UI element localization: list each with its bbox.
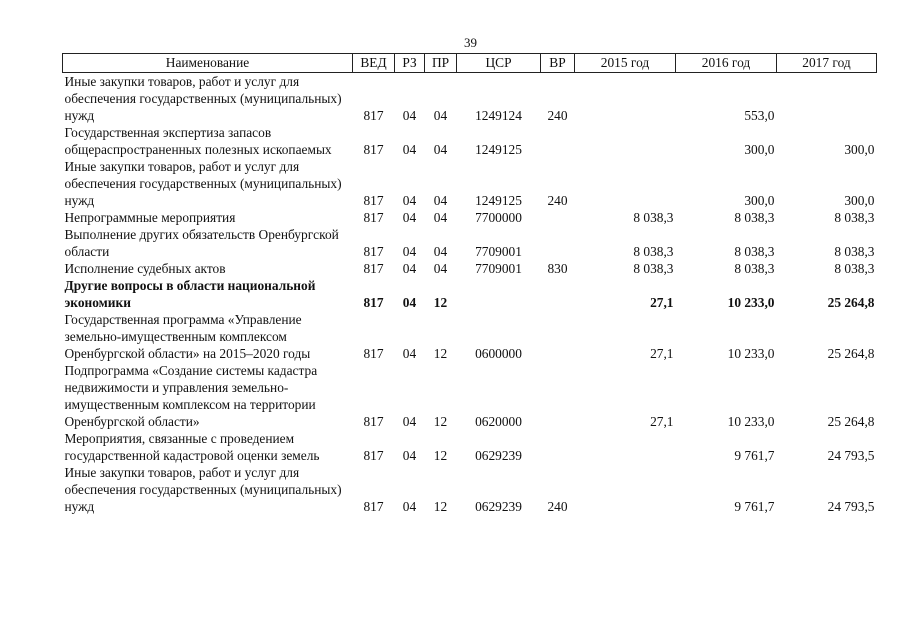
cell-name: Выполнение других обязательств Оренбургской области (64, 227, 339, 259)
header-2016: 2016 год (676, 54, 777, 73)
cell-ved: 817 (363, 193, 384, 208)
table-row (63, 226, 877, 260)
cell-csr: 1249125 (475, 142, 522, 157)
header-rz: РЗ (395, 54, 425, 73)
cell-pr: 04 (433, 193, 448, 208)
table-body (63, 73, 877, 516)
cell-2016: 10 233,0 (727, 414, 775, 429)
cell-2015 (575, 464, 676, 515)
cell-2016: 9 761,7 (734, 448, 775, 463)
cell-rz: 04 (402, 499, 417, 514)
cell-rz: 04 (402, 448, 417, 463)
cell-ved: 817 (363, 261, 384, 276)
cell-2015 (575, 158, 676, 209)
cell-pr: 12 (433, 346, 448, 361)
header-name: Наименование (63, 54, 353, 73)
cell-csr: 1249125 (475, 193, 522, 208)
cell-vr (541, 124, 575, 158)
table-row (63, 158, 877, 209)
cell-csr: 7709001 (475, 261, 522, 276)
cell-2016: 8 038,3 (734, 261, 775, 276)
cell-vr (541, 277, 575, 311)
cell-ved: 817 (363, 142, 384, 157)
cell-pr: 04 (433, 142, 448, 157)
cell-ved: 817 (363, 244, 384, 259)
cell-2017 (777, 73, 877, 125)
cell-name: Подпрограмма «Создание системы кадастра недвижимости и управления земельно-имущественным комплексом на территории Оренбургской области» (64, 363, 318, 429)
header-2017: 2017 год (777, 54, 877, 73)
cell-ved: 817 (363, 346, 384, 361)
cell-vr (541, 226, 575, 260)
table-row (63, 260, 877, 277)
cell-2015: 8 038,3 (633, 261, 674, 276)
page-number: 39 (464, 35, 477, 50)
table-row (63, 124, 877, 158)
cell-rz: 04 (402, 346, 417, 361)
cell-2016: 10 233,0 (727, 295, 775, 310)
table-row (63, 362, 877, 430)
cell-rz: 04 (402, 142, 417, 157)
cell-ved: 817 (363, 108, 384, 123)
cell-vr: 240 (547, 108, 568, 123)
cell-2016: 8 038,3 (734, 210, 775, 225)
cell-rz: 04 (402, 261, 417, 276)
cell-2017: 24 793,5 (827, 499, 875, 514)
cell-pr: 04 (433, 108, 448, 123)
table-row (63, 430, 877, 464)
cell-rz: 04 (402, 210, 417, 225)
cell-name: Иные закупки товаров, работ и услуг для обеспечения государственных (муниципальных) нужд (64, 465, 342, 514)
cell-2015: 27,1 (650, 295, 674, 310)
cell-vr: 240 (547, 499, 568, 514)
cell-name: Государственная экспертиза запасов общераспространенных полезных ископаемых (64, 125, 332, 157)
cell-name: Мероприятия, связанные с проведением государственной кадастровой оценки земель (64, 431, 320, 463)
header-ved: ВЕД (353, 54, 395, 73)
cell-2017: 25 264,8 (827, 295, 875, 310)
cell-ved: 817 (363, 414, 384, 429)
header-pr: ПР (425, 54, 457, 73)
cell-2015 (575, 73, 676, 125)
budget-table (62, 53, 877, 515)
cell-2017: 300,0 (844, 142, 875, 157)
cell-pr: 12 (433, 448, 448, 463)
cell-2015: 27,1 (650, 414, 674, 429)
cell-name: Непрограммные мероприятия (64, 210, 236, 225)
cell-2015: 8 038,3 (633, 210, 674, 225)
cell-csr: 1249124 (475, 108, 522, 123)
cell-name: Государственная программа «Управление земельно-имущественным комплексом Оренбургской области» на 2015–2020 годы (64, 312, 311, 361)
cell-pr: 04 (433, 261, 448, 276)
cell-2015 (575, 430, 676, 464)
cell-2017: 8 038,3 (834, 210, 875, 225)
cell-name: Иные закупки товаров, работ и услуг для обеспечения государственных (муниципальных) нужд (64, 74, 342, 123)
cell-csr (457, 277, 541, 311)
cell-csr: 0600000 (475, 346, 522, 361)
cell-2016: 10 233,0 (727, 346, 775, 361)
cell-rz: 04 (402, 414, 417, 429)
cell-2016: 9 761,7 (734, 499, 775, 514)
header-2015: 2015 год (575, 54, 676, 73)
table-row (63, 73, 877, 125)
cell-ved: 817 (363, 210, 384, 225)
cell-2016: 8 038,3 (734, 244, 775, 259)
cell-name: Исполнение судебных актов (64, 261, 226, 276)
cell-name: Иные закупки товаров, работ и услуг для обеспечения государственных (муниципальных) нужд (64, 159, 342, 208)
cell-csr: 0629239 (475, 448, 522, 463)
cell-ved: 817 (363, 499, 384, 514)
cell-csr: 0620000 (475, 414, 522, 429)
cell-2015: 8 038,3 (633, 244, 674, 259)
table-row (63, 209, 877, 226)
cell-2016: 553,0 (744, 108, 775, 123)
cell-vr (541, 362, 575, 430)
cell-pr: 12 (433, 499, 448, 514)
table-row (63, 464, 877, 515)
cell-2017: 25 264,8 (827, 346, 875, 361)
cell-ved: 817 (363, 448, 384, 463)
table-header-row (63, 54, 877, 73)
cell-pr: 04 (433, 244, 448, 259)
cell-csr: 0629239 (475, 499, 522, 514)
cell-rz: 04 (402, 108, 417, 123)
cell-pr: 12 (433, 295, 448, 310)
cell-2017: 8 038,3 (834, 244, 875, 259)
cell-2016: 300,0 (744, 142, 775, 157)
table-row (63, 277, 877, 311)
cell-vr (541, 209, 575, 226)
cell-csr: 7700000 (475, 210, 522, 225)
cell-csr: 7709001 (475, 244, 522, 259)
cell-2017: 25 264,8 (827, 414, 875, 429)
header-vr: ВР (541, 54, 575, 73)
cell-vr (541, 430, 575, 464)
cell-2015: 27,1 (650, 346, 674, 361)
cell-rz: 04 (402, 295, 417, 310)
cell-2017: 8 038,3 (834, 261, 875, 276)
cell-2017: 300,0 (844, 193, 875, 208)
cell-rz: 04 (402, 244, 417, 259)
cell-2015 (575, 124, 676, 158)
cell-2016: 300,0 (744, 193, 775, 208)
cell-vr (541, 311, 575, 362)
cell-vr: 240 (547, 193, 568, 208)
cell-pr: 12 (433, 414, 448, 429)
cell-pr: 04 (433, 210, 448, 225)
cell-name: Другие вопросы в области национальной экономики (64, 278, 316, 310)
cell-2017: 24 793,5 (827, 448, 875, 463)
header-csr: ЦСР (457, 54, 541, 73)
table-row (63, 311, 877, 362)
cell-rz: 04 (402, 193, 417, 208)
cell-vr: 830 (547, 261, 568, 276)
cell-ved: 817 (363, 295, 384, 310)
